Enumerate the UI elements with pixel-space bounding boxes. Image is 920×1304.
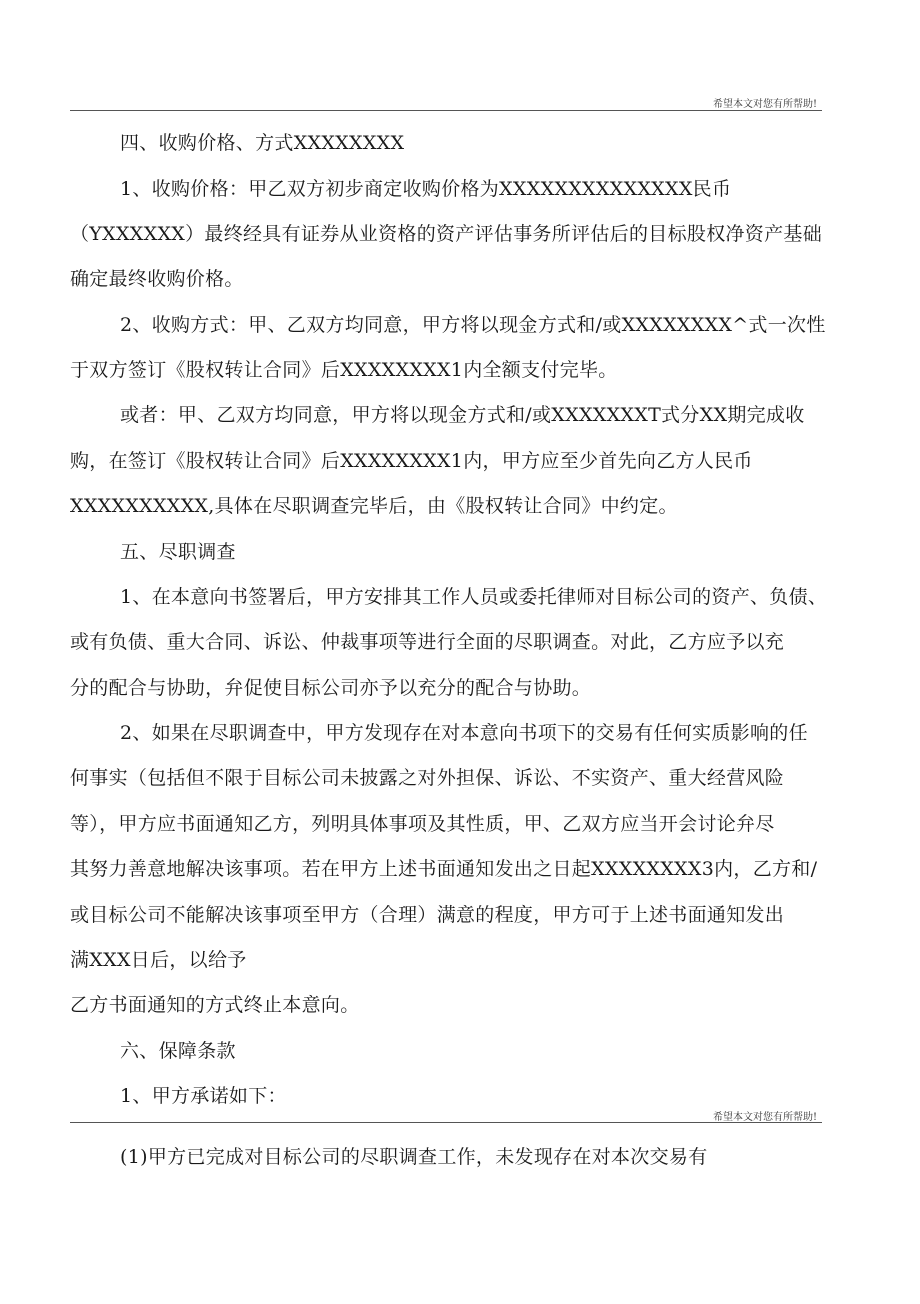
paragraph-line: 1、甲方承诺如下： [120,1085,287,1107]
paragraph-line: （YXXXXXX）最终经具有证券从业资格的资产评估事务所评估后的目标股权净资产基础 [70,223,823,245]
paragraph-line: XXXXXXXXXX,具体在尽职调查完毕后，由《股权转让合同》中约定。 [70,495,678,517]
header-rule-top [70,110,822,111]
paragraph-line: 确定最终收购价格。 [70,268,244,290]
paragraph-line: 于双方签订《股权转让合同》后XXXXXXXX1内全额支付完毕。 [70,359,618,381]
paragraph-line: 或目标公司不能解决该事项至甲方（合理）满意的程度，甲方可于上述书面通知发出 [70,904,785,926]
paragraph-line: 等），甲方应书面通知乙方，列明具体事项及其性质，甲、乙双方应当开会讨论弁尽 [70,813,775,835]
paragraph-line: 其努力善意地解决该事项。若在甲方上述书面通知发出之日起XXXXXXXX3内，乙方和/ [70,858,818,880]
paragraph-line: 1、在本意向书签署后，甲方安排其工作人员或委托律师对目标公司的资产、负债、 [120,586,828,608]
header-note-top: 希望本文对您有所帮助! [712,99,817,110]
section-heading-6: 六、保障条款 [120,1040,236,1062]
paragraph-line: 1、收购价格：甲乙双方初步商定收购价格为XXXXXXXXXXXXXX民币 [120,178,732,200]
paragraph-line: (1)甲方已完成对目标公司的尽职调查工作，未发现存在对本次交易有 [120,1146,708,1168]
paragraph-line: 乙方书面通知的方式终止本意向。 [70,994,360,1016]
section-heading-4: 四、收购价格、方式XXXXXXXX [120,132,405,154]
paragraph-line: 何事实（包括但不限于目标公司未披露之对外担保、诉讼、不实资产、重大经营风险 [70,767,785,789]
section-heading-5: 五、尽职调查 [120,541,236,563]
paragraph-line: 或有负债、重大合同、诉讼、仲裁事项等进行全面的尽职调查。对此，乙方应予以充 [70,631,785,653]
header-rule-bottom [70,1122,822,1123]
paragraph-line: 购，在签订《股权转让合同》后XXXXXXXX1内，甲方应至少首先向乙方人民币 [70,450,753,472]
paragraph-line: 2、如果在尽职调查中，甲方发现存在对本意向书项下的交易有任何实质影响的任 [120,722,808,744]
paragraph-line: 2、收购方式：甲、乙双方均同意，甲方将以现金方式和/或XXXXXXXX^式一次性 [120,314,826,336]
paragraph-line: 满XXX日后，以给予 [70,949,247,971]
paragraph-line: 分的配合与协助，弁促使目标公司亦予以充分的配合与协助。 [70,677,592,699]
paragraph-line: 或者：甲、乙双方均同意，甲方将以现金方式和/或XXXXXXXT式分XX期完成收 [120,404,805,426]
header-note-bottom: 希望本文对您有所帮助! [712,1112,817,1123]
